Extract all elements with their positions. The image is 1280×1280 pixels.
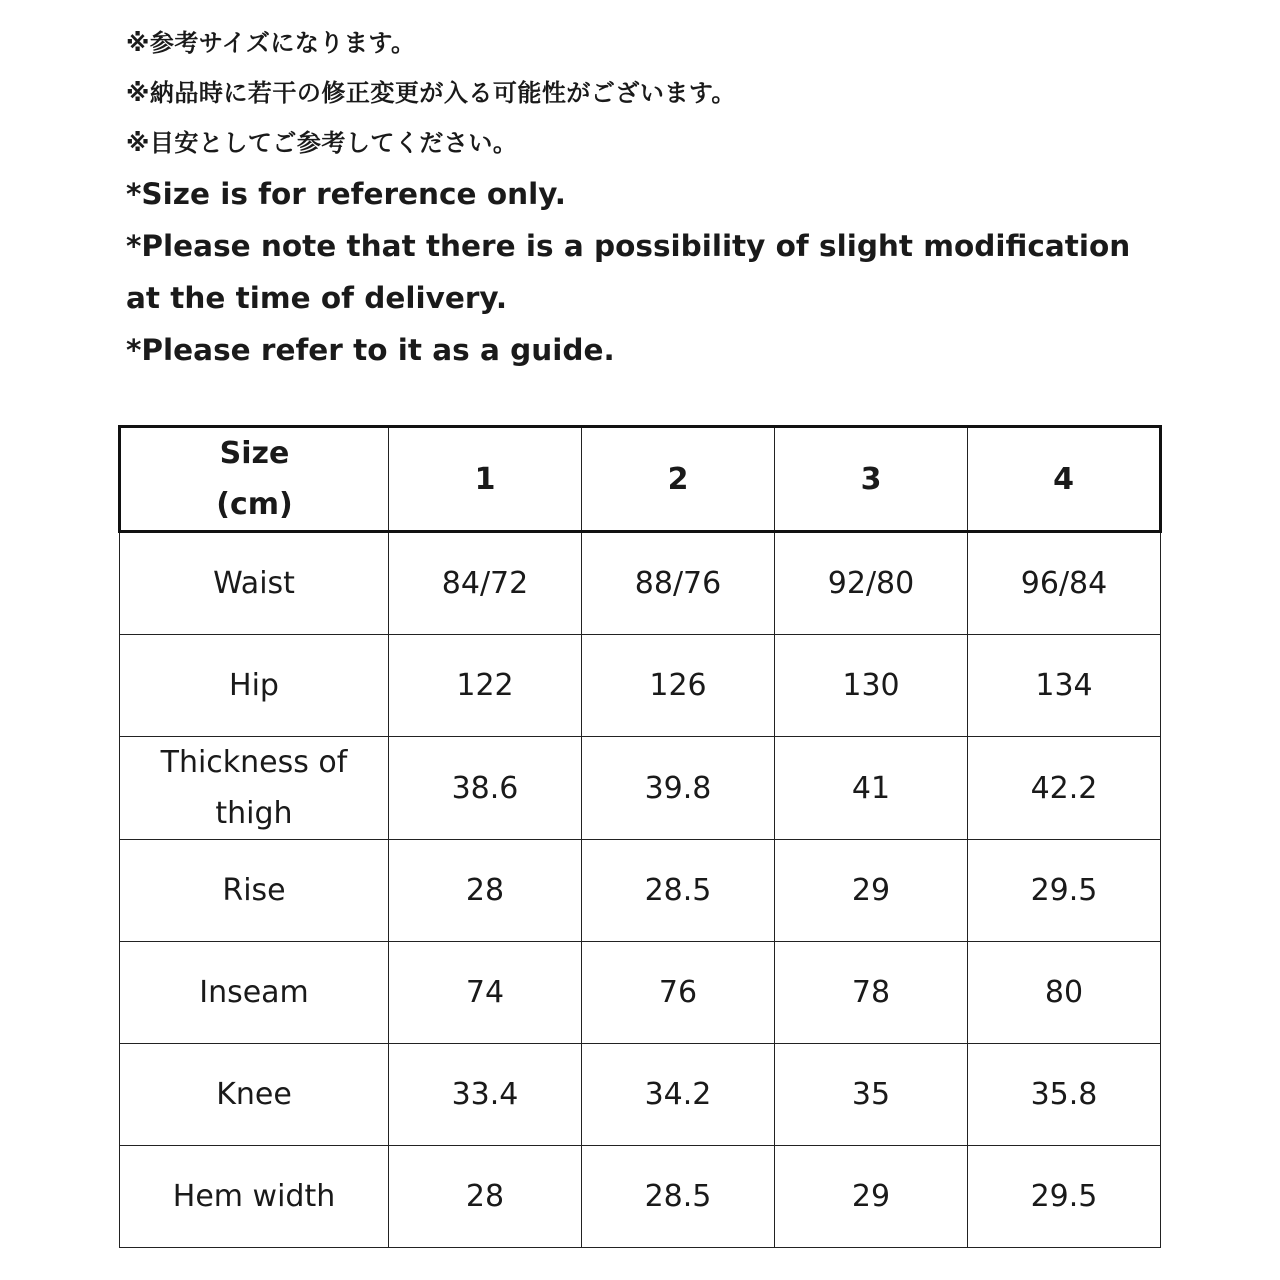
table-cell: 35 <box>775 1044 968 1146</box>
row-label-thigh <box>120 737 389 840</box>
table-cell: 74 <box>389 942 582 1044</box>
table-cell: 92/80 <box>775 532 968 635</box>
note-jp-guide: ※目安としてご参考してください。 <box>126 129 518 157</box>
table-cell: 29 <box>775 840 968 942</box>
note-en-reference: *Size is for reference only. <box>126 177 566 211</box>
table-cell: 41 <box>775 737 968 840</box>
table-cell: 96/84 <box>968 532 1161 635</box>
table-cell: 28.5 <box>582 840 775 942</box>
table-cell: 84/72 <box>389 532 582 635</box>
header-row <box>120 427 1161 532</box>
table-cell: 28.5 <box>582 1146 775 1248</box>
header-size-2: 2 <box>582 427 775 532</box>
table-cell: 35.8 <box>968 1044 1161 1146</box>
header-size-4: 4 <box>968 427 1161 532</box>
header-size-label-line2: (cm) <box>216 487 293 522</box>
size-table <box>118 425 1162 1248</box>
table-cell: 39.8 <box>582 737 775 840</box>
table-cell: 80 <box>968 942 1161 1044</box>
table-cell: 29.5 <box>968 1146 1161 1248</box>
table-cell: 28 <box>389 840 582 942</box>
row-label-thigh-line1: Thickness of <box>160 745 348 780</box>
table-cell: 88/76 <box>582 532 775 635</box>
table-cell: 28 <box>389 1146 582 1248</box>
table-cell: 122 <box>389 635 582 737</box>
table-row <box>120 1146 1161 1248</box>
row-label-thigh-line2: thigh <box>215 796 293 831</box>
header-size-3: 3 <box>775 427 968 532</box>
row-label-hem-width: Hem width <box>120 1146 389 1248</box>
table-cell: 38.6 <box>389 737 582 840</box>
row-label-hip: Hip <box>120 635 389 737</box>
note-jp-reference: ※参考サイズになります。 <box>126 29 416 57</box>
note-en-guide: *Please refer to it as a guide. <box>126 333 615 367</box>
row-label-knee: Knee <box>120 1044 389 1146</box>
table-cell: 76 <box>582 942 775 1044</box>
table-cell: 29.5 <box>968 840 1161 942</box>
table-cell: 34.2 <box>582 1044 775 1146</box>
table-row <box>120 942 1161 1044</box>
table-cell: 78 <box>775 942 968 1044</box>
size-notes <box>126 18 1226 376</box>
table-row <box>120 840 1161 942</box>
table-cell: 130 <box>775 635 968 737</box>
table-cell: 33.4 <box>389 1044 582 1146</box>
note-en-delivery: at the time of delivery. <box>126 281 508 315</box>
row-label-waist: Waist <box>120 532 389 635</box>
header-size-label-line1: Size <box>219 436 290 471</box>
table-cell: 126 <box>582 635 775 737</box>
table-cell: 42.2 <box>968 737 1161 840</box>
header-size-1: 1 <box>389 427 582 532</box>
row-label-rise: Rise <box>120 840 389 942</box>
note-en-modification: *Please note that there is a possibility of slight modification <box>126 229 1131 263</box>
table-cell: 134 <box>968 635 1161 737</box>
note-jp-modification: ※納品時に若干の修正変更が入る可能性がございます。 <box>126 79 736 107</box>
row-label-inseam: Inseam <box>120 942 389 1044</box>
table-row <box>120 1044 1161 1146</box>
table-row <box>120 737 1161 840</box>
table-row <box>120 532 1161 635</box>
header-size-label <box>120 427 389 532</box>
table-cell: 29 <box>775 1146 968 1248</box>
table-row <box>120 635 1161 737</box>
